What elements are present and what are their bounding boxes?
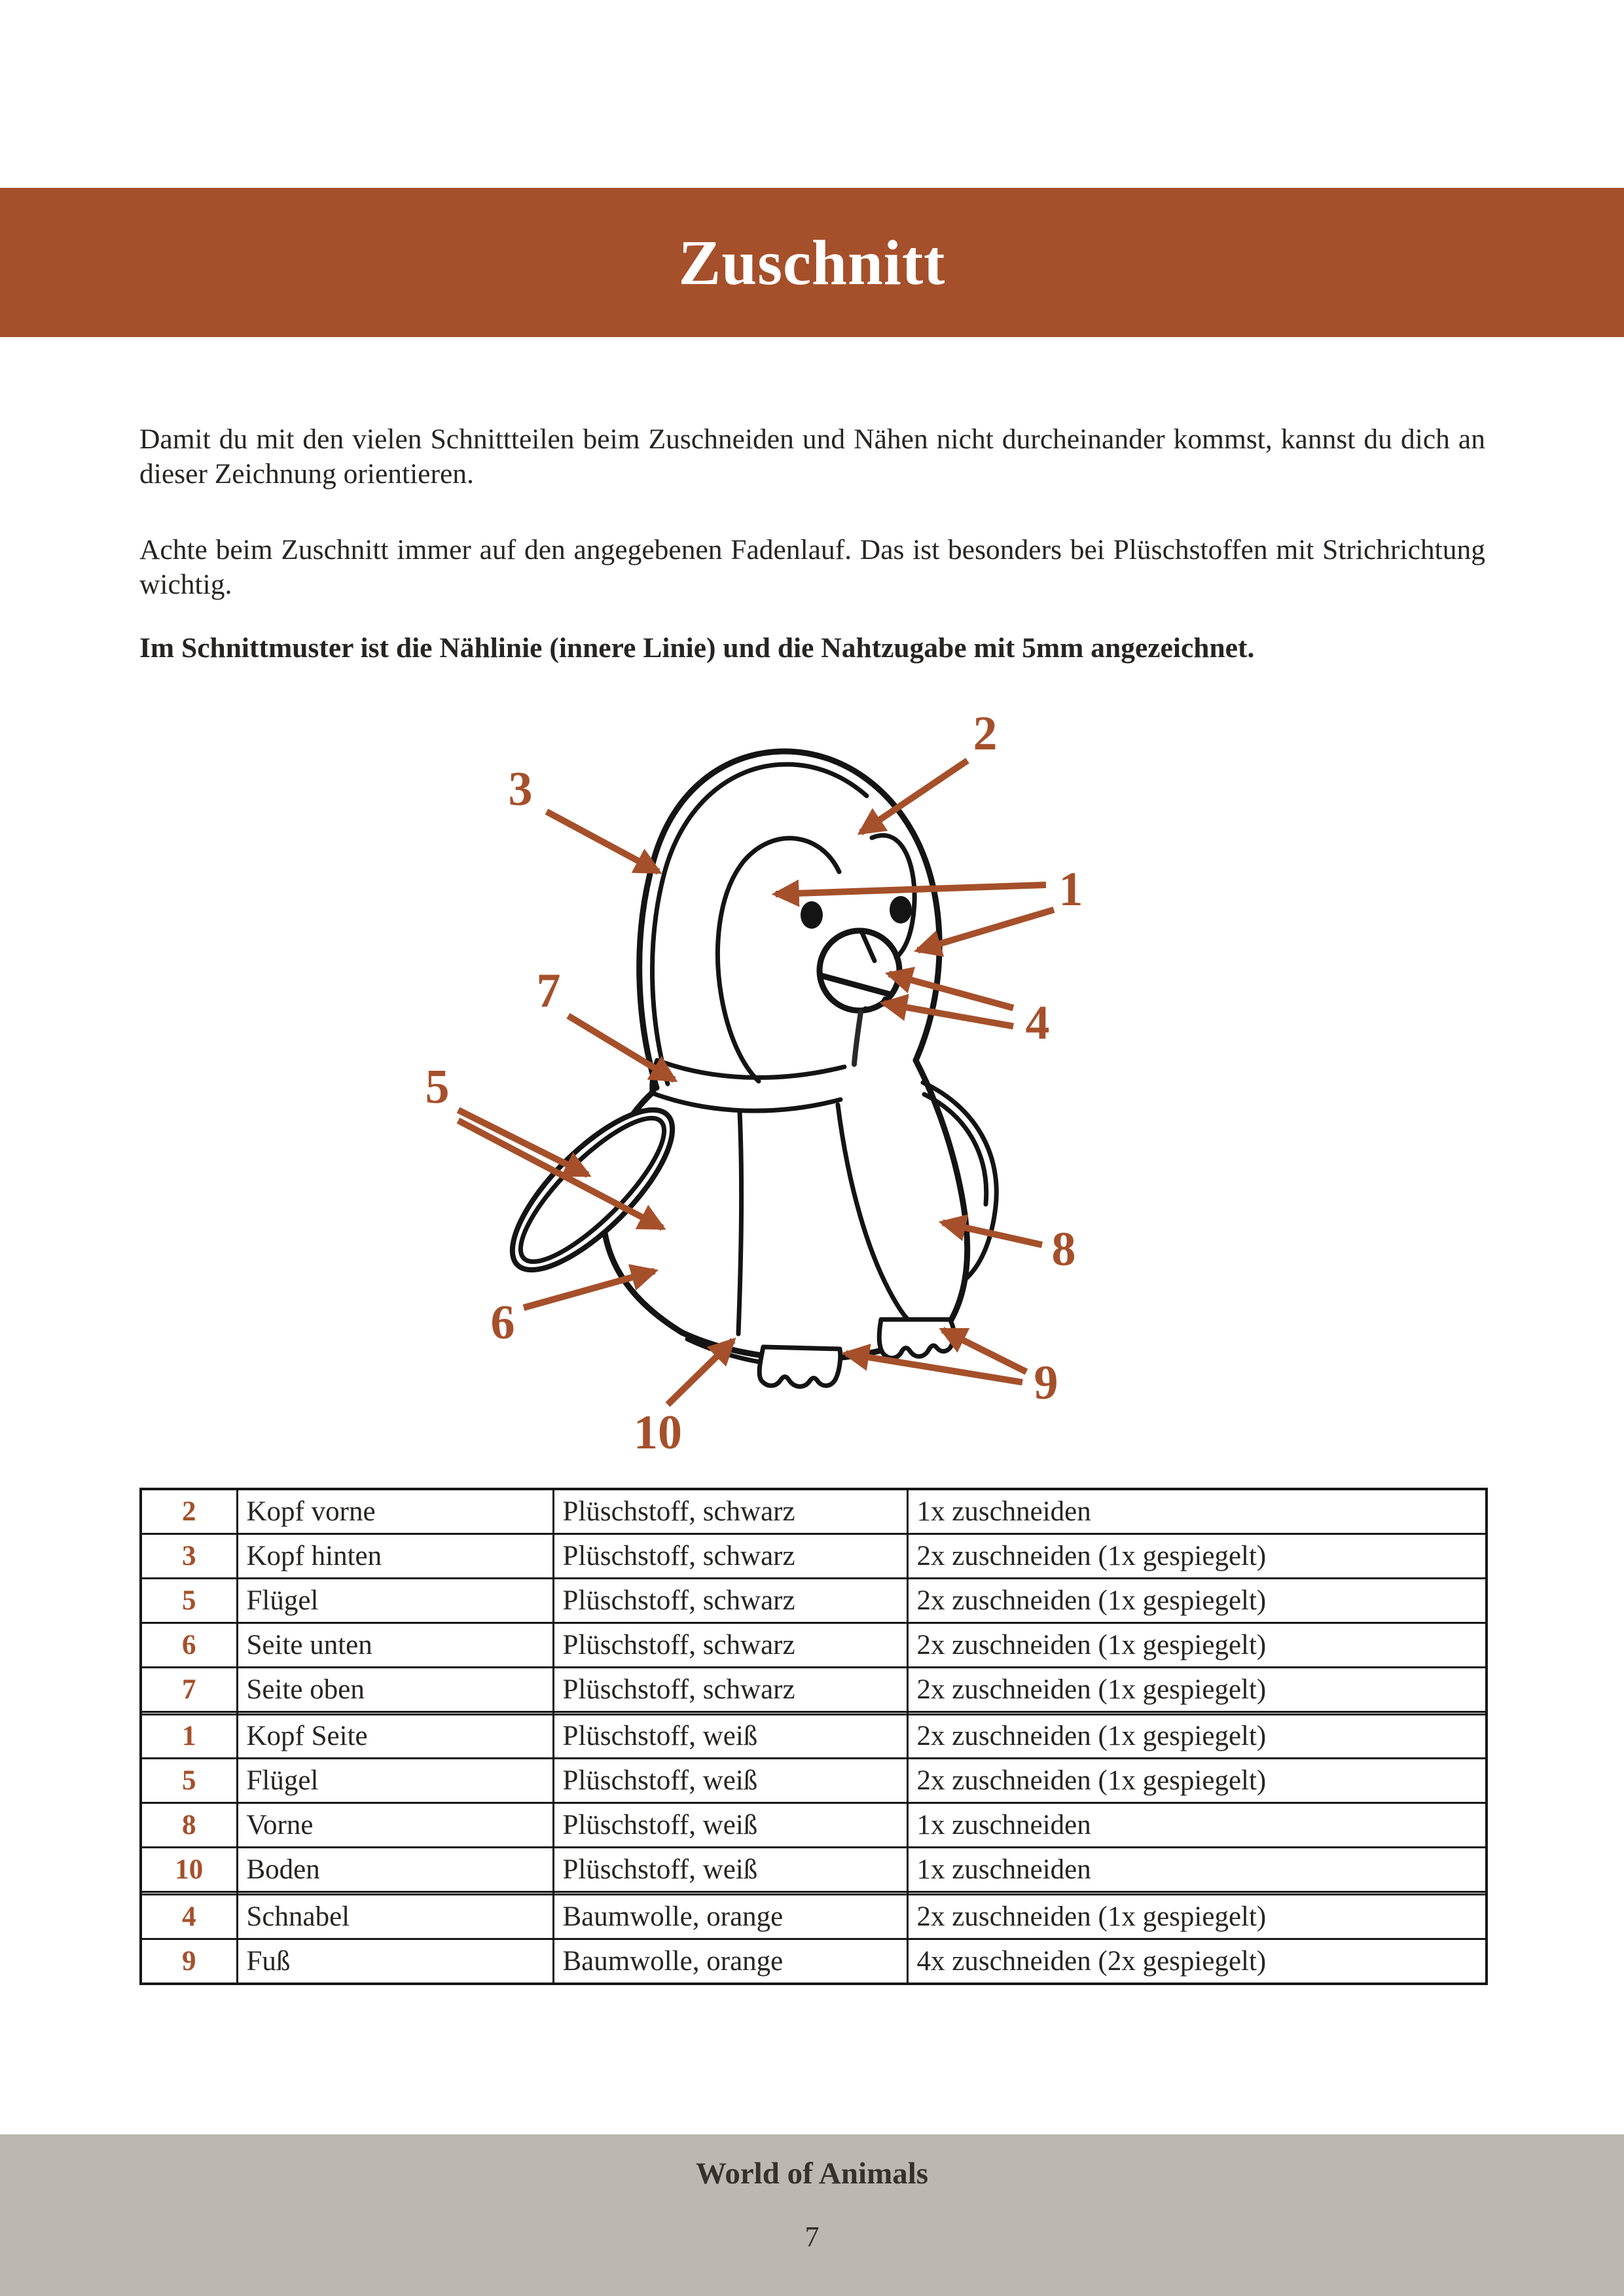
arrow-part-4b [884,1003,1013,1026]
table-cell-part: Flügel [237,1578,553,1623]
table-cell-material: Baumwolle, orange [553,1894,907,1939]
cutting-table-body [141,1489,1487,1984]
right-wing-seam [924,1094,986,1204]
table-cell-cutting: 2x zuschneiden (1x gespiegelt) [907,1534,1487,1579]
right-eye [890,896,912,924]
front-right-seam [838,1105,935,1335]
table-cell-number: 3 [141,1534,237,1579]
table-cell-material: Plüschstoff, schwarz [553,1534,907,1579]
front-center-seam [738,1111,742,1334]
header-band [0,188,1624,337]
table-cell-part: Flügel [237,1759,553,1803]
table-cell-number: 6 [141,1623,237,1667]
diagram-label-1: 1 [1058,863,1083,916]
collar-bottom-line [652,1093,840,1111]
diagram-label-3: 3 [508,762,533,816]
table-cell-number: 7 [141,1667,237,1712]
diagram-label-9: 9 [1034,1356,1058,1410]
table-cell-material: Plüschstoff, weiß [553,1848,907,1892]
arrow-part-1a [776,885,1046,894]
footer-brand: World of Animals [695,2157,929,2191]
table-cell-cutting: 1x zuschneiden [907,1489,1487,1534]
table-cell-cutting: 2x zuschneiden (1x gespiegelt) [907,1623,1487,1667]
chin-thread-line [854,1012,861,1064]
table-cell-material: Plüschstoff, schwarz [553,1489,907,1534]
table-cell-part: Seite oben [237,1667,553,1712]
arrow-part-5a [458,1110,588,1175]
table-cell-cutting: 2x zuschneiden (1x gespiegelt) [907,1714,1487,1759]
beak-mouth-line [822,976,890,994]
table-cell-number: 8 [141,1803,237,1848]
head-back-seam-line [652,764,867,1084]
diagram-labels [425,707,1083,1460]
arrow-part-10 [668,1340,733,1405]
table-cell-cutting: 2x zuschneiden (1x gespiegelt) [907,1894,1487,1939]
table-row [141,1667,1487,1712]
table-cell-material: Plüschstoff, weiß [553,1714,907,1759]
table-cell-cutting: 2x zuschneiden (1x gespiegelt) [907,1667,1487,1712]
table-cell-number: 4 [141,1894,237,1939]
penguin-drawing [490,751,996,1386]
penguin-diagram [360,681,1309,1545]
left-eye [801,901,823,929]
table-cell-cutting: 4x zuschneiden (2x gespiegelt) [907,1939,1487,1984]
body-right-outline [916,1060,967,1323]
table-cell-material: Plüschstoff, schwarz [553,1578,907,1623]
table-row [141,1848,1487,1892]
beak-outline [820,931,899,1011]
table-row [141,1578,1487,1623]
table-cell-cutting: 2x zuschneiden (1x gespiegelt) [907,1759,1487,1803]
intro-paragraph-1: Damit du mit den vielen Schnittteilen beim Zuschneiden und Nähen nicht durcheinander kommst, kannst du dich an dieser Zeichnung orientieren. [139,423,1485,490]
table-cell-part: Kopf vorne [237,1489,553,1534]
table-cell-number: 1 [141,1714,237,1759]
table-cell-number: 9 [141,1939,237,1984]
table-cell-part: Kopf Seite [237,1714,553,1759]
diagram-label-10: 10 [634,1406,682,1460]
table-cell-number: 5 [141,1578,237,1623]
table-cell-part: Vorne [237,1803,553,1848]
diagram-label-5: 5 [425,1060,450,1114]
beak-chin-line [865,999,885,1009]
table-cell-cutting: 1x zuschneiden [907,1848,1487,1892]
left-foot [759,1347,840,1386]
table-cell-material: Plüschstoff, weiß [553,1803,907,1848]
table-cell-material: Baumwolle, orange [553,1939,907,1984]
table-row [141,1714,1487,1759]
table-row [141,1803,1487,1848]
diagram-label-7: 7 [536,964,561,1018]
diagram-label-2: 2 [973,707,998,761]
table-cell-number: 5 [141,1759,237,1803]
table-cell-material: Plüschstoff, schwarz [553,1623,907,1667]
table-row [141,1759,1487,1803]
intro-paragraph-2: Achte beim Zuschnitt immer auf den angegebenen Fadenlauf. Das ist besonders bei Plüschstoffen mit Strichrichtung wichtig. [139,534,1485,600]
footer-band [0,2134,1624,2296]
table-row [141,1894,1487,1939]
arrow-part-6 [524,1271,655,1308]
callout-arrows [458,761,1054,1405]
table-row [141,1623,1487,1667]
arrow-part-4a [889,974,1013,1008]
table-cell-part: Kopf hinten [237,1534,553,1579]
table-cell-number: 10 [141,1848,237,1892]
table-cell-number: 2 [141,1489,237,1534]
arrow-part-3 [547,812,659,872]
table-cell-part: Seite unten [237,1623,553,1667]
page-title: Zuschnitt [678,227,946,298]
table-cell-cutting: 1x zuschneiden [907,1803,1487,1848]
table-cell-material: Plüschstoff, weiß [553,1759,907,1803]
table-cell-part: Fuß [237,1939,553,1984]
right-foot [879,1319,954,1358]
intro-text [139,422,1485,666]
table-cell-part: Boden [237,1848,553,1892]
cutting-table [139,1488,1488,1985]
table-cell-material: Plüschstoff, schwarz [553,1667,907,1712]
diagram-label-8: 8 [1051,1223,1076,1276]
table-row [141,1489,1487,1534]
table-row [141,1534,1487,1579]
head-side-seam-line [872,835,914,958]
intro-note-bold: Im Schnittmuster ist die Nählinie (innere Linie) und die Nahtzugabe mit 5mm angezeichnet. [139,632,1255,664]
arrow-part-2 [861,761,967,833]
arrow-part-9a [943,1330,1026,1372]
table-cell-cutting: 2x zuschneiden (1x gespiegelt) [907,1578,1487,1623]
diagram-label-6: 6 [490,1296,515,1350]
table-cell-part: Schnabel [237,1894,553,1939]
diagram-label-4: 4 [1025,996,1050,1050]
table-row [141,1939,1487,1984]
page-number: 7 [804,2221,820,2253]
